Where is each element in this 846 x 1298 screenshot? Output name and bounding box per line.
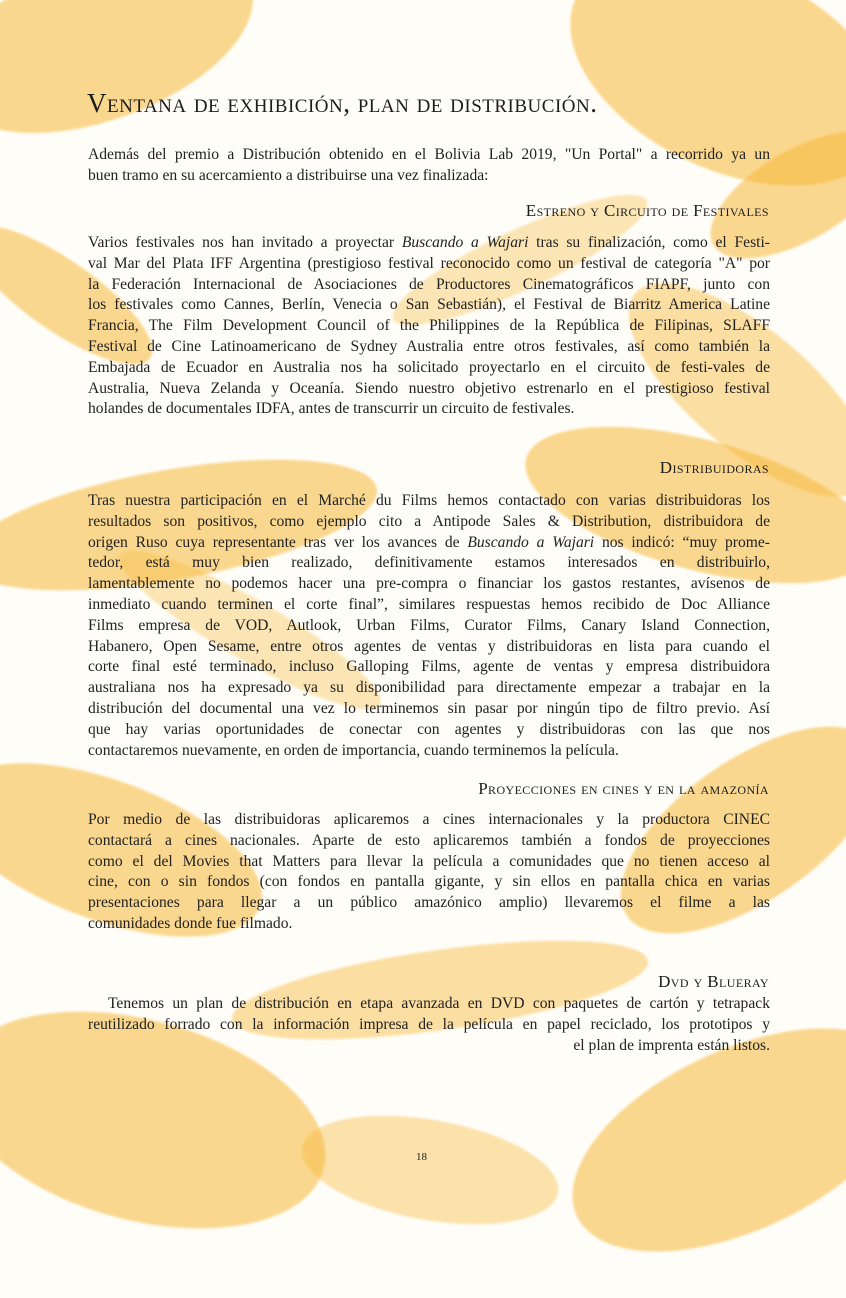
text-segment: contactará a cines nacionales. Aparte de esto aplicaremos también a fondos de proyecciones (88, 831, 770, 849)
text-line (88, 720, 770, 741)
text-segment: lamentablemente no podemos hacer una pre-compra o financiar los gastos restantes, avísenos de (88, 575, 770, 593)
text-segment: los festivales como Cannes, Berlín, Venecia o San Sebastián), el Festival de Biarritz America Latine (88, 296, 770, 314)
text-segment: holandes de documentales IDFA, antes de transcurrir un circuito de festivales. (88, 400, 575, 418)
text-segment: Films empresa de VOD, Autlook, Urban Films, Curator Films, Canary Island Connection, (88, 616, 770, 634)
intro-paragraph (88, 145, 770, 187)
section-paragraph-projections (88, 810, 770, 935)
text-line (88, 316, 770, 337)
text-line (88, 699, 770, 720)
text-segment: Por medio de las distribuidoras aplicaremos a cines internacionales y la productora CINEC (88, 811, 770, 828)
text-segment: contactaremos nuevamente, en orden de importancia, cuando terminemos la película. (88, 741, 619, 759)
text-line (88, 399, 770, 420)
text-segment: Australia, Nueva Zelanda y Oceanía. Siendo nuestro objetivo estrenarlo en el prestigioso festival (88, 379, 770, 397)
section-paragraph-festivals (88, 233, 770, 420)
text-line (88, 275, 770, 296)
text-segment: tras su finalización, como el Festi- (528, 234, 770, 251)
text-line (88, 491, 770, 512)
film-title-italic: Buscando a Wajari (401, 234, 529, 251)
text-line: Además del premio a Distribución obtenido en el Bolivia Lab 2019, "Un Portal" a recorrido ya un (88, 146, 770, 163)
text-line (88, 831, 770, 852)
text-line (88, 337, 770, 358)
section-heading-distributors: Distribuidoras (659, 458, 769, 477)
text-line (88, 872, 770, 893)
text-line (88, 254, 770, 275)
text-segment: nos indicó: “muy prome- (594, 533, 770, 551)
text-segment: resultados son positivos, como ejemplo cito a Antipode Sales & Distribution, distribuidora de (88, 512, 770, 530)
text-line (88, 533, 770, 554)
text-segment: australiana nos ha expresado ya su disponibilidad para directamente empezar a trabajar en la (88, 679, 770, 697)
text-line (88, 810, 770, 831)
text-line (88, 852, 770, 873)
text-line (88, 233, 770, 254)
text-segment: corte final esté terminado, incluso Galloping Films, agente de ventas y empresa distribuidora (88, 658, 770, 676)
text-segment: reutilizado forrado con la información impresa de la película en papel reciclado, los prototipos y (88, 1015, 770, 1033)
film-title-italic: Buscando a Wajari (467, 533, 595, 551)
text-line (88, 295, 770, 316)
text-segment: inmediato cuando terminen el corte final”, similares respuestas hemos recibido de Doc Alliance (88, 595, 770, 613)
text-segment: Habanero, Open Sesame, entre otros agentes de ventas y distribuidoras en lista para cuando el (88, 637, 770, 655)
text-segment: el plan de imprenta están listos. (573, 1036, 770, 1054)
text-line (88, 637, 770, 658)
text-segment: Varios festivales nos han invitado a proyectar (88, 234, 402, 251)
text-line (88, 741, 770, 762)
text-segment: Francia, The Film Development Council of the Philippines de la República de Filipinas, SLAFF (88, 317, 770, 335)
page-title: Ventana de exhibición, plan de distribución. (87, 88, 598, 118)
text-segment: como el del Movies that Matters para llevar la película a comunidades que no tienen acceso al (88, 852, 770, 870)
text-line (88, 994, 770, 1015)
text-segment: cine, con o sin fondos (con fondos en pantalla gigante, y sin ellos en pantalla chica en varias (88, 873, 770, 891)
text-segment: distribución del documental una vez lo terminemos sin pasar por ningún tipo de filtro previo. Así (88, 699, 770, 717)
text-line (88, 379, 770, 400)
text-segment: presentaciones para llegar a un público amazónico amplio) llevaremos el filme a las (88, 894, 770, 912)
text-line: buen tramo en su acercamiento a distribuirse una vez finalizada: (88, 166, 489, 184)
text-segment: comunidades donde fue filmado. (88, 914, 293, 932)
text-line (88, 678, 770, 699)
text-line (88, 893, 770, 914)
text-line (88, 1015, 770, 1036)
text-segment: que hay varias oportunidades de conectar con agentes y distribuidoras con las que nos (88, 720, 770, 738)
text-line (88, 616, 770, 637)
text-line (88, 358, 770, 379)
text-segment: Tras nuestra participación en el Marché du Films hemos contactado con varias distribuidoras los (88, 492, 770, 509)
text-segment: tedor, está muy bien realizado, definitivamente estamos interesados en distribuirlo, (88, 554, 770, 572)
section-heading-festivals: Estreno y Circuito de Festivales (525, 201, 769, 220)
text-segment: Embajada de Ecuador en Australia nos ha solicitado proyectarlo en el circuito de festi-vales de (88, 358, 770, 376)
text-segment: origen Ruso cuya representante tras ver los avances de (88, 533, 468, 551)
text-line (88, 574, 770, 595)
text-line (88, 1036, 770, 1057)
text-line (88, 657, 770, 678)
section-paragraph-dvd (88, 994, 770, 1056)
section-heading-dvd: Dvd y Blueray (658, 972, 769, 991)
text-segment: Tenemos un plan de distribución en etapa avanzada en DVD con paquetes de cartón y tetrapack (108, 995, 770, 1012)
page-number: 18 (416, 1151, 427, 1163)
text-line (88, 512, 770, 533)
text-segment: val Mar del Plata IFF Argentina (prestigioso festival reconocido como un festival de categoría "A" por (88, 254, 770, 272)
text-line (88, 914, 770, 935)
text-segment: la Federación Internacional de Asociaciones de Productores Cinematográficos FIAPF, junto con (88, 275, 770, 293)
section-paragraph-distributors (88, 491, 770, 761)
text-segment: Festival de Cine Latinoamericano de Sydney Australia entre otros festivales, así como también la (88, 337, 770, 355)
text-line (88, 595, 770, 616)
section-heading-projections: Proyecciones en cines y en la amazonía (478, 779, 769, 798)
text-line (88, 553, 770, 574)
